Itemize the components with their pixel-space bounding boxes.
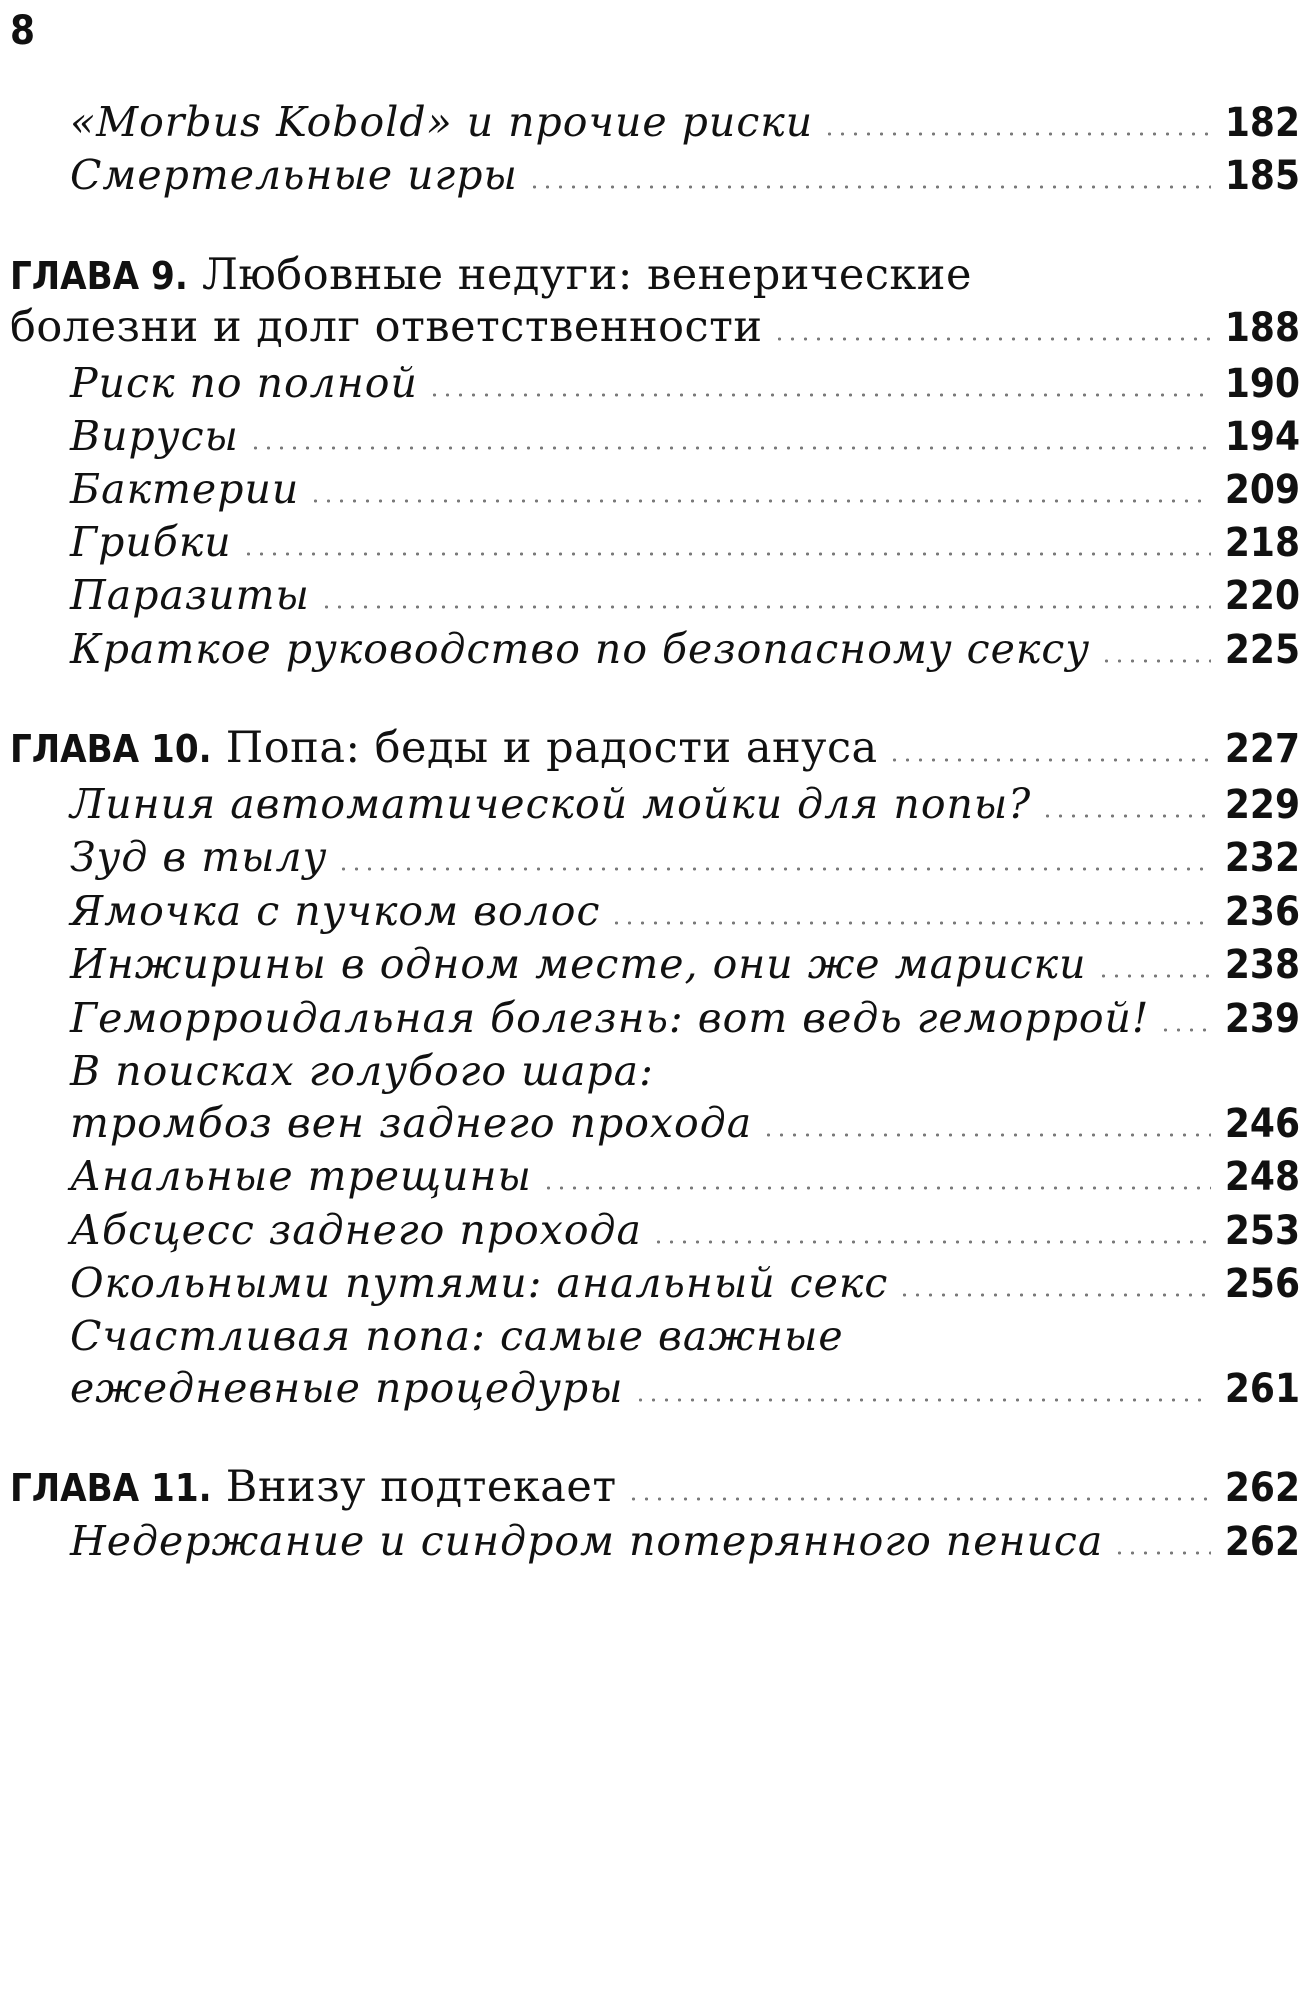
chapter-number: ГЛАВА 11. [10,1466,212,1510]
entry-page-number: 256 [1224,1261,1300,1307]
entry-page-number: 238 [1224,942,1300,988]
entry-page-number: 239 [1224,996,1300,1042]
entry-page-number: 229 [1224,782,1300,828]
toc-line [70,1200,1300,1260]
entry-title: ГЛАВА 11. Внизу подтекает [10,1462,617,1512]
entry-title: Анальные трещины [70,1152,532,1200]
toc-line [70,988,1300,1048]
toc-line [10,718,1300,778]
dot-leader [627,1497,1211,1501]
entry-page-number: 262 [1224,1519,1300,1565]
entry-page-number: 185 [1224,153,1300,199]
entry-title: В поисках голубого шара: [70,1047,654,1095]
toc-line [10,297,1300,357]
toc-line [70,1358,1300,1418]
entry-page-number: 246 [1224,1101,1300,1147]
dot-leader [542,1186,1211,1190]
entry-title: ГЛАВА 10. Попа: беды и радости ануса [10,723,878,773]
entry-page-number: 182 [1224,100,1300,146]
entry-title: «Morbus Kobold» и прочие риски [70,98,814,146]
entry-page-number: 209 [1224,467,1300,513]
entry-page-number: 218 [1224,520,1300,566]
entry-title: Счастливая попа: самые важные [70,1312,844,1360]
toc-line [70,619,1300,679]
toc-line [70,1041,1300,1101]
entry-page-number: 188 [1224,305,1300,351]
entry-page-number: 261 [1224,1366,1300,1412]
dot-leader [249,446,1211,450]
entry-title: Краткое руководство по безопасному сексу [70,625,1091,673]
toc-line [70,1511,1300,1571]
entry-title: Геморроидальная болезнь: вот ведь геморрой! [70,994,1150,1042]
dot-leader [320,605,1211,609]
entry-title: Риск по полной [70,359,418,407]
entry-page-number: 262 [1224,1465,1300,1511]
dot-leader [1159,1028,1210,1032]
dot-leader [1041,814,1211,818]
toc-line [70,934,1300,994]
toc-line [70,1306,1300,1366]
entry-title: Паразиты [70,571,310,619]
entry-title: ГЛАВА 9. Любовные недуги: венерические [10,250,972,300]
entry-title: Окольными путями: анальный секс [70,1259,889,1307]
toc-line [70,512,1300,572]
entry-page-number: 236 [1224,889,1300,935]
dot-leader [242,552,1211,556]
toc-line [70,1146,1300,1206]
dot-leader [762,1133,1211,1137]
dot-leader [610,921,1210,925]
dot-leader [823,132,1211,136]
toc-line [70,145,1300,205]
toc-line [70,406,1300,466]
entry-title: ежедневные процедуры [70,1364,624,1412]
entry-title: Бактерии [70,465,300,513]
toc-line [70,827,1300,887]
dot-leader [888,758,1211,762]
toc-line [70,1253,1300,1313]
dot-leader [634,1398,1211,1402]
toc-line [70,565,1300,625]
entry-page-number: 248 [1224,1154,1300,1200]
toc-line [70,881,1300,941]
toc-line [70,1093,1300,1153]
entry-page-number: 220 [1224,573,1300,619]
chapter-number: ГЛАВА 9. [10,254,188,298]
dot-leader [337,867,1210,871]
dot-leader [898,1293,1211,1297]
entry-title: Недержание и синдром потерянного пениса [70,1517,1104,1565]
dot-leader [1097,974,1211,978]
dot-leader [1100,659,1211,663]
toc-line [70,774,1300,834]
toc-line [10,245,1300,305]
entry-title: тромбоз вен заднего прохода [70,1099,753,1147]
toc-line [70,459,1300,519]
dot-leader [428,393,1211,397]
entry-title: Линия автоматической мойки для попы? [70,780,1032,828]
dot-leader [773,337,1211,341]
toc-line [70,353,1300,413]
toc-line [70,92,1300,152]
entry-title: Ямочка с пучком волос [70,887,601,935]
entry-title: Зуд в тылу [70,833,328,881]
entry-page-number: 225 [1224,627,1300,673]
chapter-number: ГЛАВА 10. [10,727,212,771]
dot-leader [309,499,1211,503]
entry-title: Абсцесс заднего прохода [70,1206,642,1254]
toc-line [10,1457,1300,1517]
entry-title: Грибки [70,518,232,566]
dot-leader [652,1240,1211,1244]
entry-title: болезни и долг ответственности [10,302,763,352]
entry-title: Вирусы [70,412,239,460]
entry-page-number: 227 [1224,726,1300,772]
entry-page-number: 190 [1224,361,1300,407]
entry-page-number: 232 [1224,835,1300,881]
entry-title: Смертельные игры [70,151,518,199]
entry-title: Инжирины в одном месте, они же мариски [70,940,1087,988]
dot-leader [1113,1551,1211,1555]
dot-leader [528,185,1211,189]
entry-page-number: 253 [1224,1208,1300,1254]
page-number: 8 [10,8,36,54]
entry-page-number: 194 [1224,414,1300,460]
